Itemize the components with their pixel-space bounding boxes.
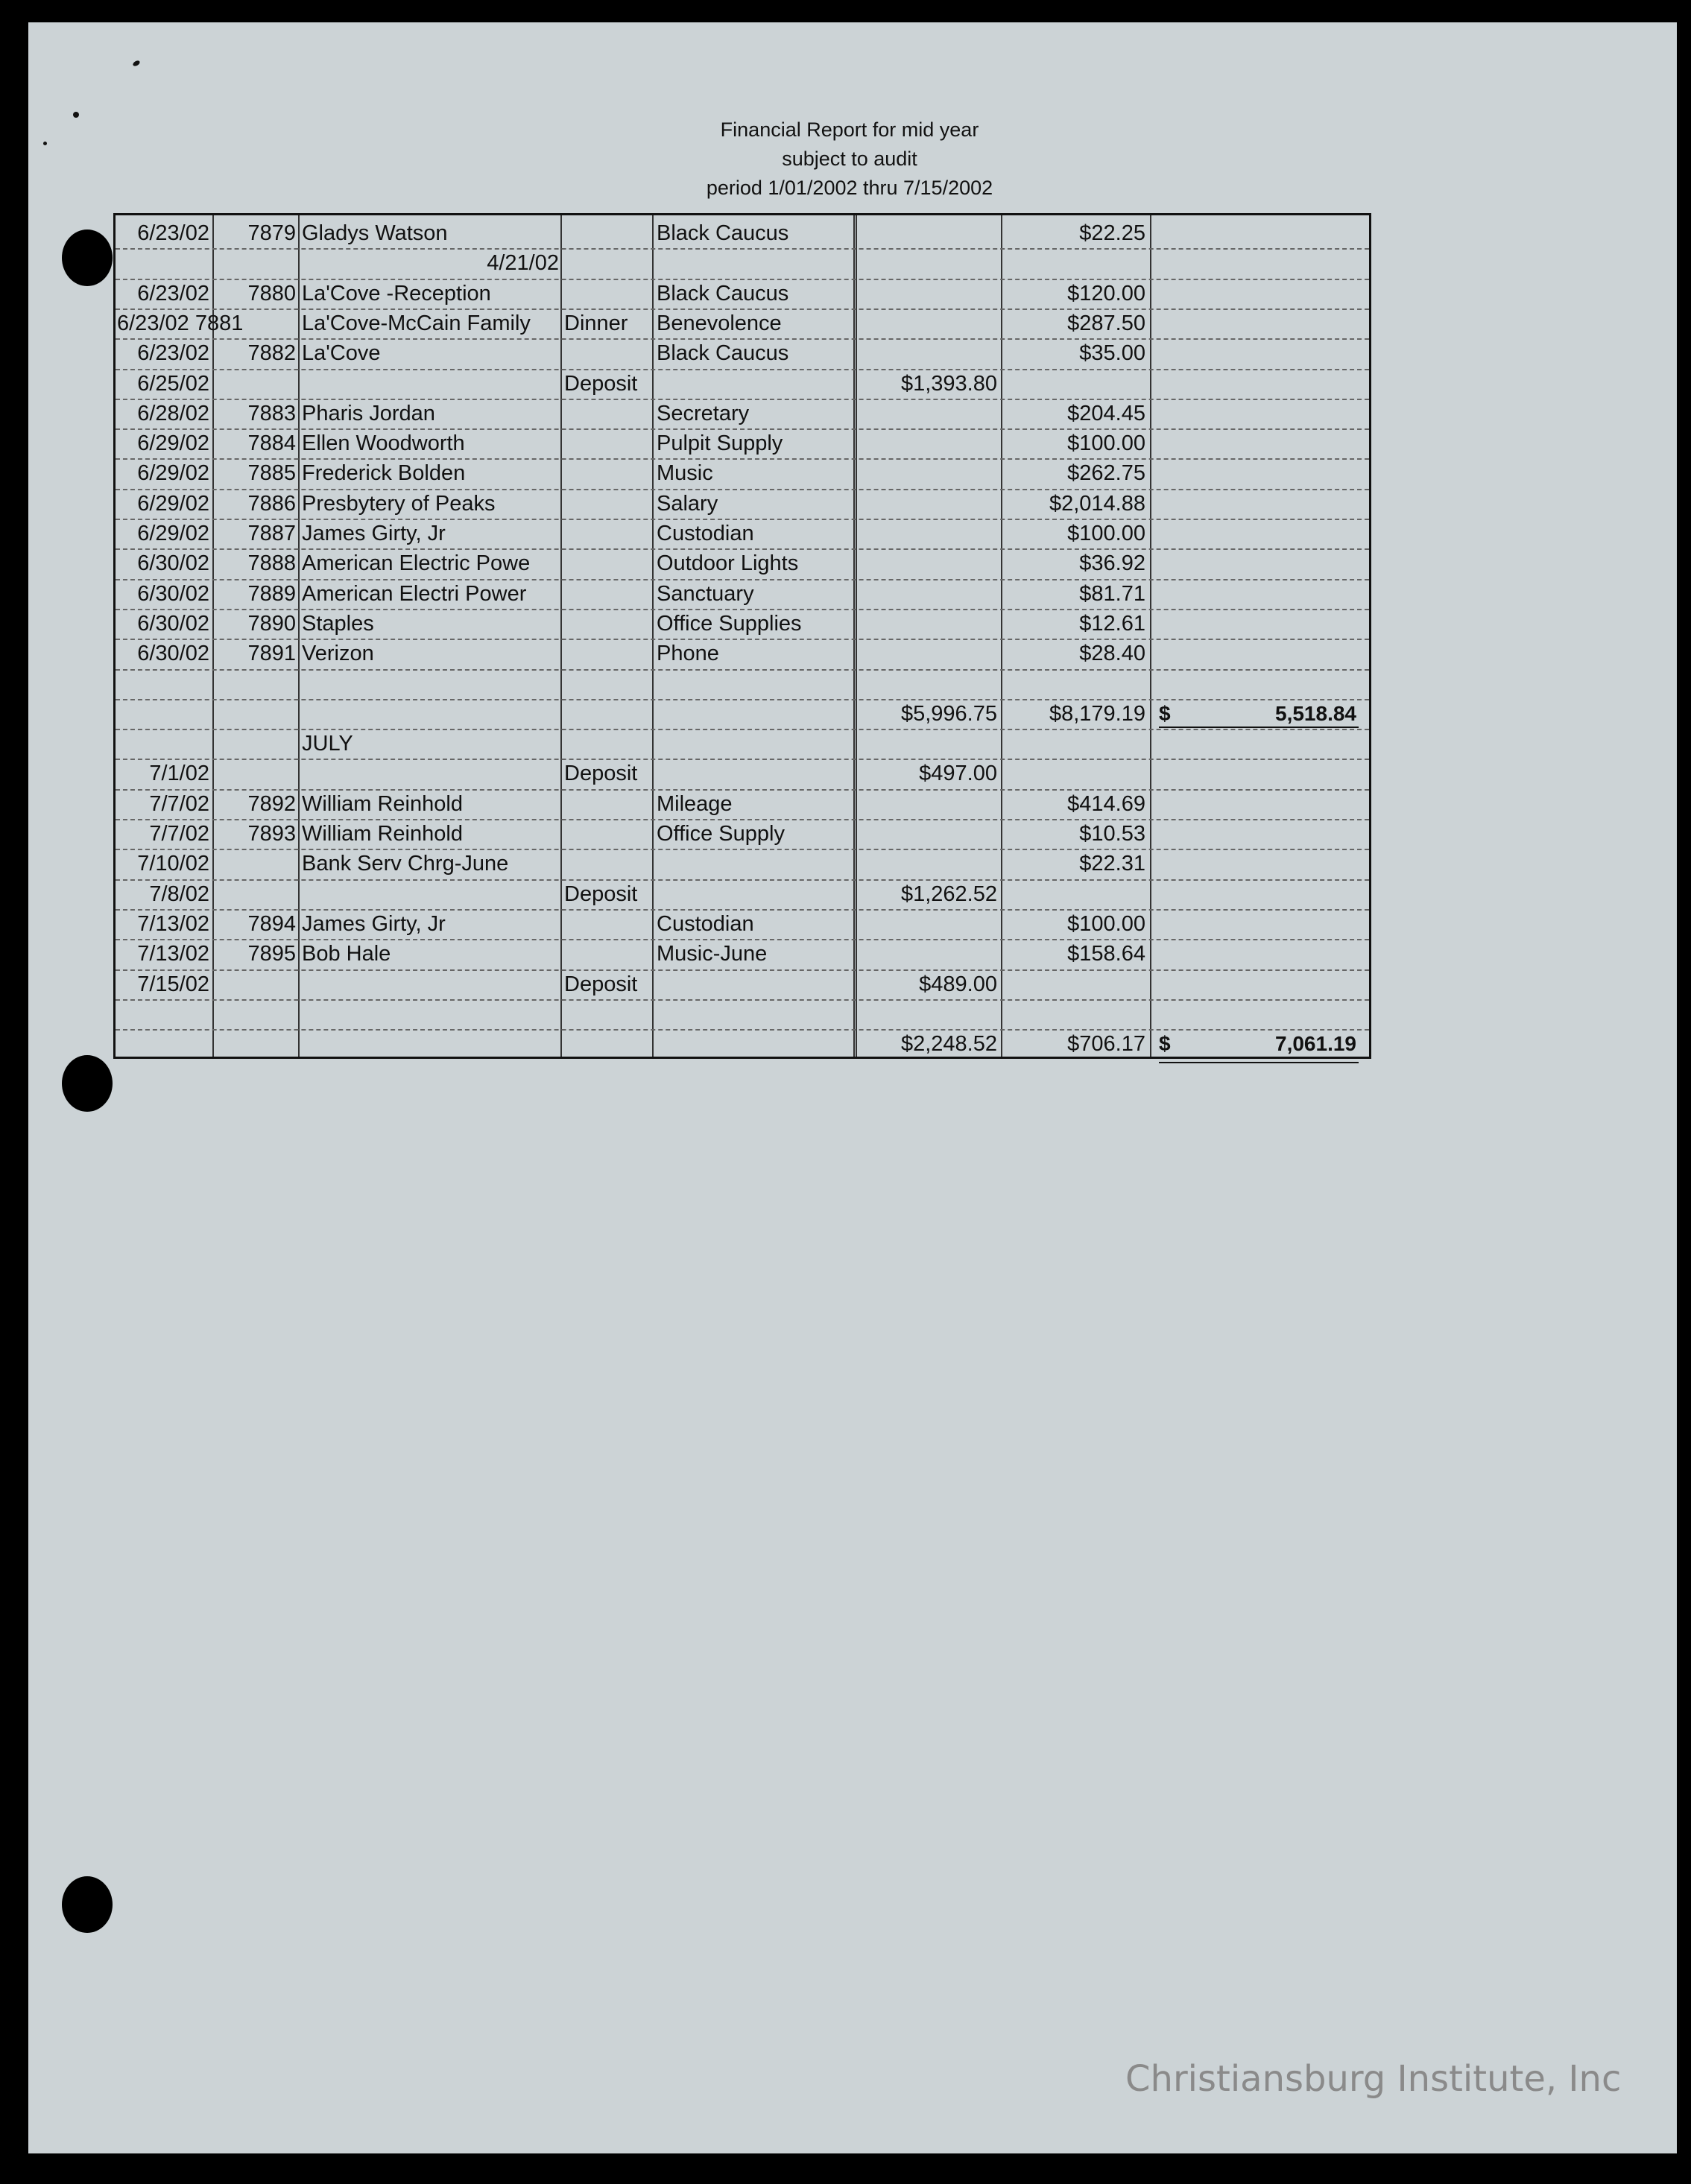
column-divider xyxy=(560,215,562,1057)
cell-check: 7890 xyxy=(247,611,296,636)
cell-payee: James Girty, Jr xyxy=(302,522,446,545)
punch-hole xyxy=(62,230,113,286)
cell-payee: American Electri Power xyxy=(302,581,527,606)
cell-category: Custodian xyxy=(657,911,754,936)
cell-date: 6/30/02 xyxy=(137,642,209,666)
cell-date: 6/23/02 7881 xyxy=(117,311,244,335)
cell-expense: $81.71 xyxy=(1079,581,1145,606)
balance-currency-sign: $ xyxy=(1159,701,1171,725)
cell-category: Mileage xyxy=(657,791,733,816)
column-divider xyxy=(853,215,857,1057)
column-divider xyxy=(652,215,654,1057)
cell-deposit: $1,393.80 xyxy=(900,371,997,396)
cell-date: 6/23/02 xyxy=(137,221,209,245)
cell-date: 6/30/02 xyxy=(137,611,209,636)
column-divider xyxy=(1001,215,1002,1057)
cell-category: Black Caucus xyxy=(657,221,789,245)
cell-date: 6/29/02 xyxy=(137,491,209,516)
title-line: subject to audit xyxy=(782,148,917,170)
cell-expense: $262.75 xyxy=(1067,461,1145,486)
cell-date: 6/29/02 xyxy=(137,461,209,486)
balance-total: 5,518.84 xyxy=(1275,701,1356,725)
cell-date: 7/13/02 xyxy=(137,911,209,936)
cell-payee: Staples xyxy=(302,611,374,636)
total-underline xyxy=(1159,727,1359,728)
cell-payee: James Girty, Jr xyxy=(302,911,446,936)
cell-expense: $120.00 xyxy=(1067,281,1145,306)
cell-type: Deposit xyxy=(564,371,638,396)
ledger-table xyxy=(113,213,1371,1059)
speck-mark xyxy=(132,60,141,67)
cell-payee: William Reinhold xyxy=(302,791,463,816)
cell-check: 7880 xyxy=(247,281,296,306)
cell-category: Office Supply xyxy=(657,822,785,846)
cell-check: 7892 xyxy=(247,791,296,816)
cell-date: 7/13/02 xyxy=(137,942,209,966)
row-divider xyxy=(116,999,1369,1001)
cell-check: 7894 xyxy=(247,911,296,936)
row-divider xyxy=(116,699,1369,700)
cell-category: Black Caucus xyxy=(657,281,789,306)
cell-type: Deposit xyxy=(564,972,638,996)
cell-date: 6/23/02 xyxy=(137,341,209,366)
cell-expense: $8,179.19 xyxy=(1049,701,1145,726)
cell-expense: $22.31 xyxy=(1079,852,1145,876)
cell-date: 7/15/02 xyxy=(137,972,209,996)
cell-expense: $22.25 xyxy=(1079,221,1145,245)
cell-expense: $12.61 xyxy=(1079,611,1145,636)
cell-payee: JULY xyxy=(302,732,353,756)
cell-expense: $36.92 xyxy=(1079,551,1145,576)
cell-check: 7895 xyxy=(247,942,296,966)
cell-check: 7885 xyxy=(247,461,296,486)
cell-date: 7/10/02 xyxy=(137,852,209,876)
cell-expense: $287.50 xyxy=(1067,311,1145,335)
cell-expense: $158.64 xyxy=(1067,942,1145,966)
cell-expense: $204.45 xyxy=(1067,401,1145,425)
cell-deposit: $1,262.52 xyxy=(900,881,997,906)
cell-category: Black Caucus xyxy=(657,341,789,366)
cell-deposit: $489.00 xyxy=(919,972,997,996)
column-divider xyxy=(1150,215,1151,1057)
row-divider xyxy=(116,669,1369,671)
cell-expense: $10.53 xyxy=(1079,822,1145,846)
cell-type: Deposit xyxy=(564,762,638,786)
cell-category: Sanctuary xyxy=(657,581,754,606)
row-divider xyxy=(116,1029,1369,1031)
title-line: Financial Report for mid year xyxy=(720,118,979,141)
cell-payee: Gladys Watson xyxy=(302,221,448,245)
row-divider xyxy=(116,369,1369,370)
row-divider xyxy=(116,969,1369,971)
cell-expense: $35.00 xyxy=(1079,341,1145,366)
cell-payee: 4/21/02 xyxy=(487,251,559,276)
cell-payee: La'Cove xyxy=(302,341,381,366)
cell-date: 6/28/02 xyxy=(137,401,209,425)
cell-expense: $100.00 xyxy=(1067,522,1145,545)
cell-date: 6/29/02 xyxy=(137,522,209,545)
cell-category: Music xyxy=(657,461,713,486)
cell-category: Secretary xyxy=(657,401,750,425)
cell-check: 7886 xyxy=(247,491,296,516)
cell-payee: William Reinhold xyxy=(302,822,463,846)
cell-check: 7879 xyxy=(247,221,296,245)
cell-payee: Presbytery of Peaks xyxy=(302,491,496,516)
punch-hole xyxy=(62,1055,113,1112)
cell-payee: Pharis Jordan xyxy=(302,401,435,425)
row-divider xyxy=(116,879,1369,881)
cell-expense: $706.17 xyxy=(1067,1032,1145,1057)
cell-expense: $100.00 xyxy=(1067,911,1145,936)
cell-expense: $2,014.88 xyxy=(1049,491,1145,516)
cell-deposit: $2,248.52 xyxy=(900,1032,997,1057)
cell-check: 7893 xyxy=(247,822,296,846)
cell-payee: Verizon xyxy=(302,642,374,666)
cell-date: 6/25/02 xyxy=(137,371,209,396)
cell-category: Music-June xyxy=(657,942,768,966)
cell-date: 6/23/02 xyxy=(137,281,209,306)
cell-category: Phone xyxy=(657,642,719,666)
cell-payee: Bob Hale xyxy=(302,942,391,966)
cell-check: 7887 xyxy=(247,522,296,545)
cell-check: 7882 xyxy=(247,341,296,366)
cell-category: Salary xyxy=(657,491,718,516)
cell-payee: La'Cove -Reception xyxy=(302,281,491,306)
cell-payee: Bank Serv Chrg-June xyxy=(302,852,509,876)
title-line: period 1/01/2002 thru 7/15/2002 xyxy=(706,177,993,199)
cell-payee: Ellen Woodworth xyxy=(302,431,465,456)
balance-total: 7,061.19 xyxy=(1275,1032,1356,1056)
cell-payee: Frederick Bolden xyxy=(302,461,466,486)
balance-currency-sign: $ xyxy=(1159,1032,1171,1056)
cell-category: Custodian xyxy=(657,522,754,545)
report-title xyxy=(611,115,1088,203)
cell-date: 7/8/02 xyxy=(149,881,209,906)
cell-deposit: $5,996.75 xyxy=(900,701,997,726)
speck-mark xyxy=(73,112,79,118)
cell-category: Office Supplies xyxy=(657,611,802,636)
cell-payee: American Electric Powe xyxy=(302,551,531,576)
cell-date: 7/7/02 xyxy=(149,791,209,816)
cell-date: 6/30/02 xyxy=(137,581,209,606)
cell-expense: $414.69 xyxy=(1067,791,1145,816)
cell-category: Pulpit Supply xyxy=(657,431,783,456)
cell-check: 7883 xyxy=(247,401,296,425)
row-divider xyxy=(116,759,1369,760)
watermark: Christiansburg Institute, Inc xyxy=(1125,2058,1622,2100)
cell-type: Deposit xyxy=(564,881,638,906)
total-underline xyxy=(1159,1057,1359,1063)
cell-deposit: $497.00 xyxy=(919,762,997,786)
punch-hole xyxy=(62,1876,113,1933)
cell-check: 7889 xyxy=(247,581,296,606)
cell-check: 7884 xyxy=(247,431,296,456)
cell-check: 7888 xyxy=(247,551,296,576)
cell-expense: $28.40 xyxy=(1079,642,1145,666)
speck-mark xyxy=(43,142,47,145)
column-divider xyxy=(298,215,300,1057)
cell-date: 7/7/02 xyxy=(149,822,209,846)
cell-payee: La'Cove-McCain Family xyxy=(302,311,531,335)
cell-date: 6/30/02 xyxy=(137,551,209,576)
cell-category: Benevolence xyxy=(657,311,782,335)
cell-date: 6/29/02 xyxy=(137,431,209,456)
cell-type: Dinner xyxy=(564,311,628,335)
cell-category: Outdoor Lights xyxy=(657,551,799,576)
cell-check: 7891 xyxy=(247,642,296,666)
cell-expense: $100.00 xyxy=(1067,431,1145,456)
cell-date: 7/1/02 xyxy=(149,762,209,786)
